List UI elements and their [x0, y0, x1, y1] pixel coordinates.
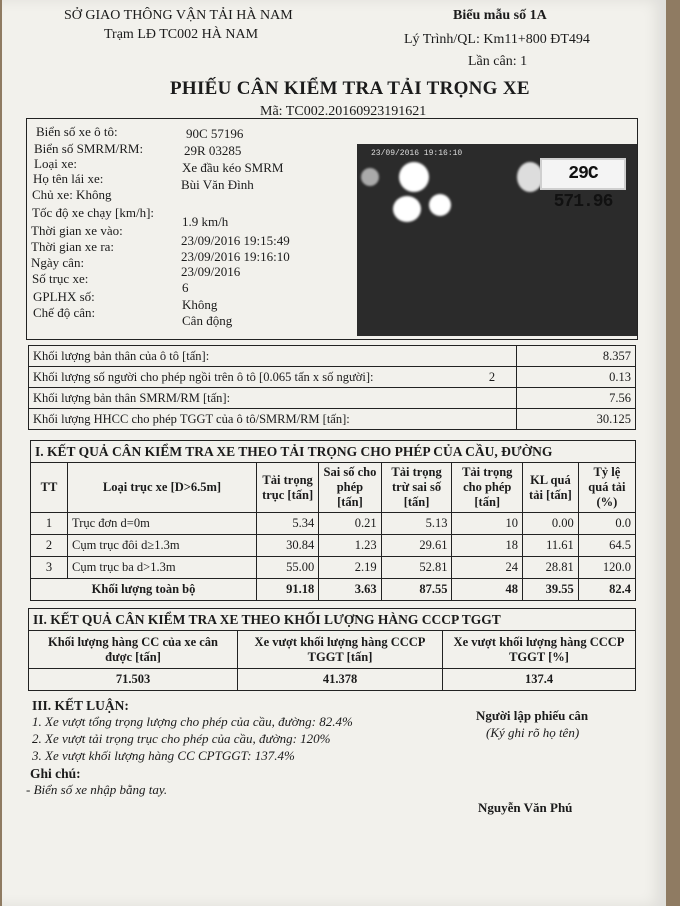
cell: Trục đơn d=0m — [68, 513, 257, 535]
ticket-code: Mã: TC002.20160923191621 — [260, 104, 427, 119]
station-name: Trạm LĐ TC002 HÀ NAM — [104, 27, 259, 42]
license-label: GPLHX số: — [33, 289, 95, 304]
col-header: Sai số cho phép [tấn] — [319, 463, 381, 513]
plate-label: Biển số xe ô tô: — [36, 124, 118, 139]
weight-label: Khối lượng bản thân của ô tô [tấn]: — [29, 346, 517, 367]
weight-extra: 2 — [468, 367, 517, 388]
cell: 91.18 — [257, 579, 319, 601]
cell: 10 — [452, 513, 523, 535]
driver-label: Họ tên lái xe: — [33, 171, 104, 186]
date-label: Ngày cân: — [31, 255, 85, 270]
vehicle-type-label: Loại xe: — [34, 156, 77, 171]
camera-plate-readout: 29C 571.96 — [540, 158, 626, 190]
table-row — [31, 513, 636, 535]
cell: 71.503 — [29, 669, 238, 691]
cell: 120.0 — [578, 557, 635, 579]
cell: 5.13 — [381, 513, 452, 535]
vehicle-type-value: Xe đầu kéo SMRM — [182, 160, 284, 175]
time-in-label: Thời gian xe vào: — [31, 223, 123, 238]
cell: 64.5 — [578, 535, 635, 557]
cell: Cụm trục ba d>1.3m — [68, 557, 257, 579]
weight-value: 7.56 — [517, 388, 636, 409]
camera-snapshot — [357, 144, 637, 336]
total-row — [31, 579, 636, 601]
section1-header-row — [31, 463, 636, 513]
section2-title: II. KẾT QUẢ CÂN KIỂM TRA XE THEO KHỐI LƯỢNG HÀNG CCCP TGGT — [29, 609, 636, 631]
cell: 137.4 — [443, 669, 636, 691]
note-text: - Biển số xe nhập bằng tay. — [26, 782, 168, 797]
weight-label: Khối lượng HHCC cho phép TGGT của ô tô/SMRM/RM [tấn]: — [29, 409, 517, 430]
col-header: Xe vượt khối lượng hàng CCCP TGGT [%] — [443, 631, 636, 669]
cell: 30.84 — [257, 535, 319, 557]
camera-timestamp: 23/09/2016 19:16:10 — [371, 149, 463, 158]
cell: 28.81 — [523, 557, 579, 579]
cell: 5.34 — [257, 513, 319, 535]
time-out-label: Thời gian xe ra: — [31, 239, 115, 254]
conclusion-item: 2. Xe vượt tải trọng trục cho phép của cầu, đường: 120% — [32, 731, 331, 746]
speed-label: Tốc độ xe chạy [km/h]: — [32, 205, 155, 220]
cell: 0.0 — [578, 513, 635, 535]
axle-results-table — [30, 440, 636, 601]
cell: 1 — [31, 513, 68, 535]
weight-value: 8.357 — [517, 346, 636, 367]
cell: 29.61 — [381, 535, 452, 557]
axle-count-label: Số trục xe: — [32, 271, 89, 286]
weight-row — [29, 346, 636, 367]
cell: 2 — [31, 535, 68, 557]
date-value: 23/09/2016 — [181, 264, 241, 279]
mode-value: Cân động — [182, 313, 233, 328]
col-header: Tải trọng cho phép [tấn] — [452, 463, 523, 513]
section1-title: I. KẾT QUẢ CÂN KIỂM TRA XE THEO TẢI TRỌNG CHO PHÉP CỦA CẦU, ĐƯỜNG — [31, 441, 636, 463]
trailer-plate-label: Biển số SMRM/RM: — [34, 141, 144, 156]
cell: 55.00 — [257, 557, 319, 579]
cell: Cụm trục đôi d≥1.3m — [68, 535, 257, 557]
trailer-plate-value: 29R 03285 — [184, 143, 242, 158]
col-header: TT — [31, 463, 68, 513]
cell: 3 — [31, 557, 68, 579]
driver-value: Bùi Văn Đình — [181, 177, 254, 192]
license-value: Không — [182, 297, 218, 312]
signer-role: Người lập phiếu cân — [476, 708, 589, 723]
signer-name: Nguyễn Văn Phú — [478, 800, 573, 815]
cell: 2.19 — [319, 557, 381, 579]
col-header: Loại trục xe [D>6.5m] — [68, 463, 257, 513]
conclusion-item: 3. Xe vượt khối lượng hàng CC CPTGGT: 137.4% — [32, 748, 295, 763]
cell: 1.23 — [319, 535, 381, 557]
weight-label: Khối lượng bản thân SMRM/RM [tấn]: — [29, 388, 517, 409]
weights-table — [28, 345, 636, 430]
form-number: Biểu mẫu số 1A — [453, 8, 547, 23]
cargo-results-table — [28, 608, 636, 691]
weight-value: 30.125 — [517, 409, 636, 430]
time-out-value: 23/09/2016 19:16:10 — [181, 249, 290, 264]
page-title: PHIẾU CÂN KIỂM TRA TẢI TRỌNG XE — [170, 78, 530, 99]
table-row — [29, 669, 636, 691]
table-row — [31, 535, 636, 557]
weight-row — [29, 388, 636, 409]
agency-name: SỞ GIAO THÔNG VẬN TẢI HÀ NAM — [64, 8, 293, 23]
weigh-count: Lần cân: 1 — [468, 54, 528, 69]
col-header: Tỷ lệ quá tải (%) — [578, 463, 635, 513]
cell: 87.55 — [381, 579, 452, 601]
axle-count-value: 6 — [182, 280, 189, 295]
signer-hint: (Ký ghi rõ họ tên) — [486, 725, 580, 740]
col-header: Khối lượng hàng CC của xe cân được [tấn] — [29, 631, 238, 669]
time-in-value: 23/09/2016 19:15:49 — [181, 233, 290, 248]
owner-label: Chủ xe: Không — [32, 187, 112, 202]
cell: 41.378 — [238, 669, 443, 691]
note-title: Ghi chú: — [30, 766, 81, 781]
speed-value: 1.9 km/h — [182, 214, 229, 229]
mode-label: Chế độ cân: — [33, 305, 96, 320]
cell: 0.21 — [319, 513, 381, 535]
weight-value: 0.13 — [517, 367, 636, 388]
cell: 18 — [452, 535, 523, 557]
table-row — [31, 557, 636, 579]
cell: 48 — [452, 579, 523, 601]
weight-label: Khối lượng số người cho phép ngồi trên ô tô [0.065 tấn x số người]: — [29, 367, 469, 388]
cell: 24 — [452, 557, 523, 579]
conclusion-title: III. KẾT LUẬN: — [32, 698, 129, 713]
total-label: Khối lượng toàn bộ — [31, 579, 257, 601]
col-header: Xe vượt khối lượng hàng CCCP TGGT [tấn] — [238, 631, 443, 669]
section2-header-row — [29, 631, 636, 669]
plate-value: 90C 57196 — [186, 126, 244, 141]
cell: 3.63 — [319, 579, 381, 601]
col-header: Tải trọng trừ sai số [tấn] — [381, 463, 452, 513]
cell: 82.4 — [578, 579, 635, 601]
cell: 0.00 — [523, 513, 579, 535]
cell: 11.61 — [523, 535, 579, 557]
col-header: Tải trọng trục [tấn] — [257, 463, 319, 513]
col-header: KL quá tải [tấn] — [523, 463, 579, 513]
cell: 39.55 — [523, 579, 579, 601]
weight-row — [29, 367, 636, 388]
cell: 52.81 — [381, 557, 452, 579]
conclusion-item: 1. Xe vượt tổng trọng lượng cho phép của cầu, đường: 82.4% — [32, 714, 353, 729]
weighing-ticket — [2, 0, 666, 906]
weight-row — [29, 409, 636, 430]
route-info: Lý Trình/QL: Km11+800 ĐT494 — [404, 32, 590, 47]
